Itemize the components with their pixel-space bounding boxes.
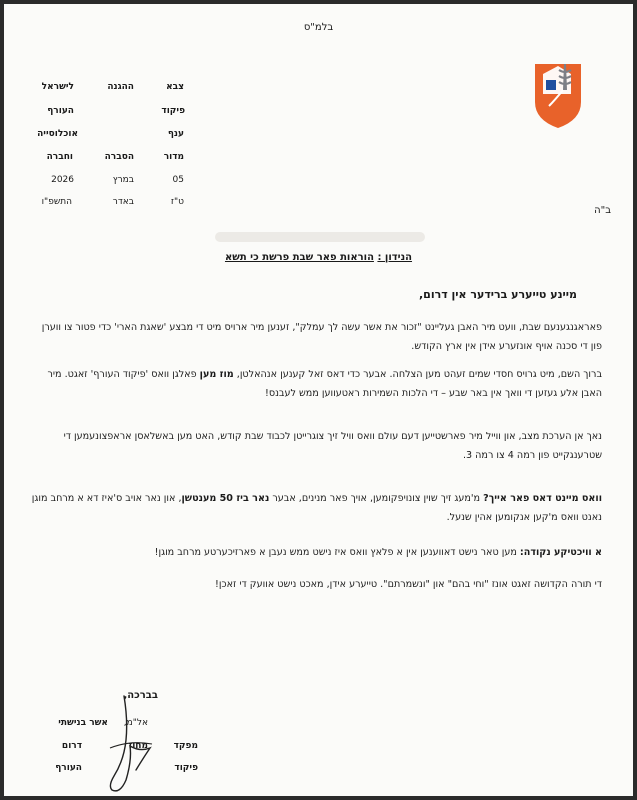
paragraph-5 (30, 543, 602, 562)
sig-row2-c2: מחוז (128, 741, 148, 751)
sig-row2-c3: דרום (61, 741, 82, 751)
sig-rank: אל"מ, (123, 718, 148, 728)
paragraph-3: נאך אן הערכת מצב, און ווייל מיר פארשטייען דעם עולם וואס וויל זיך צוגרייטן לכבוד שבת קודש, האט מען באשלאסן אראפצונעמען די שטרענגקייט פון רמה 4 צו רמה 3. (63, 431, 602, 461)
paragraph-4-part-b: מ'מעג זיך שוין צונויפקומען, אויך פאר מנינים, אבער (272, 493, 481, 504)
paragraph-4 (30, 489, 602, 527)
sig-row3-c1: פיקוד (174, 763, 198, 773)
paragraph-4-heading: וואס מיינט דאס פאר אייך? (483, 493, 602, 504)
classification-mark: בלמ"ס (303, 22, 334, 33)
paragraph-4-part-d: , און נאר אויב ס'איז דא א מרחב מוגן נאנט וואס מ'קען אנקומען אהין שנעל. (31, 493, 602, 523)
header-col1-1: פיקוד (161, 106, 185, 116)
faded-show-through (215, 232, 425, 242)
header-col2-5: באדר (112, 197, 134, 207)
sig-name: אשר בנישתי (58, 718, 108, 728)
header-col2-4: במרץ (112, 175, 134, 185)
home-front-command-logo (533, 60, 583, 130)
paragraph-6: די תורה הקדושה זאגט אונז "וחי בהם" און "ונשמרתם". טייערע אידן, מאכט נישט אוועק די זאכן! (215, 579, 602, 590)
header-col1-3: מדור (163, 152, 184, 162)
subject-line (0, 252, 637, 263)
paragraph-5-heading: א וויכטיקע נקודה: (519, 547, 602, 558)
subject-prefix: הנידון : (377, 252, 413, 263)
paragraph-1: פאראגנגענעם שבת, וועט מיר האבן געליינט "זכור את אשר עשה לך עמלק", זענען מיר ארויס מיט די מבצע 'שאגת הארי' כדי פטור צו ווערן פון די סכנה אויף אונזערע אידן אין ארץ הקודש. (41, 322, 602, 352)
paragraph-2 (30, 365, 602, 403)
header-col3-3: וחברה (46, 152, 73, 162)
paragraph-2-part-c: פאלגן וואס 'פיקוד העורף' זאגט. מיר האבן אלע געזען די וואך אין באר שבע – די הלכות השמירות ראטעווען ממש לעבנס! (47, 369, 602, 399)
closing: בברכה, (123, 690, 158, 701)
sig-row3-c3: העורף (55, 763, 82, 773)
header-col1-4: 05 (172, 175, 184, 185)
subject-text: הוראות פאר שבת פרשת כי תשא (224, 252, 374, 263)
header-col2-3: הסברה (104, 152, 134, 162)
header-col3-1: העורף (47, 106, 74, 116)
paragraph-5-body: מען טאר נישט דאווענען אין א פלאץ וואס איז נישט ממש נעבן א פארזיכערטע מרחב מוגן! (154, 547, 517, 558)
paragraph-2-emphasis: מוז מען (199, 369, 234, 380)
bh-mark: ב"ה (594, 205, 611, 216)
paragraph-2-part-a: ברוך השם, מיט גרויס חסדי שמים זעהט מען הצלחה. אבער כדי דאס זאל קענען אנהאלטן, (236, 369, 602, 380)
header-col1-0: צבא (166, 82, 184, 92)
sig-row2-c1: מפקד (173, 741, 198, 751)
header-col3-5: התשפ"ו (41, 197, 72, 207)
header-col3-2: אוכלוסייה (37, 129, 78, 139)
header-col1-5: ט"ז (170, 197, 184, 207)
greeting: מיינע טייערע ברידער אין דרום, (418, 288, 577, 301)
handwritten-signature (100, 690, 160, 800)
paragraph-4-limit: נאר ביז 50 מענטשן (181, 493, 270, 504)
header-col3-4: 2026 (51, 175, 74, 185)
header-col1-2: ענף (167, 129, 184, 139)
header-col3-0: לישראל (41, 82, 74, 92)
header-col2-0: ההגנה (107, 82, 134, 92)
